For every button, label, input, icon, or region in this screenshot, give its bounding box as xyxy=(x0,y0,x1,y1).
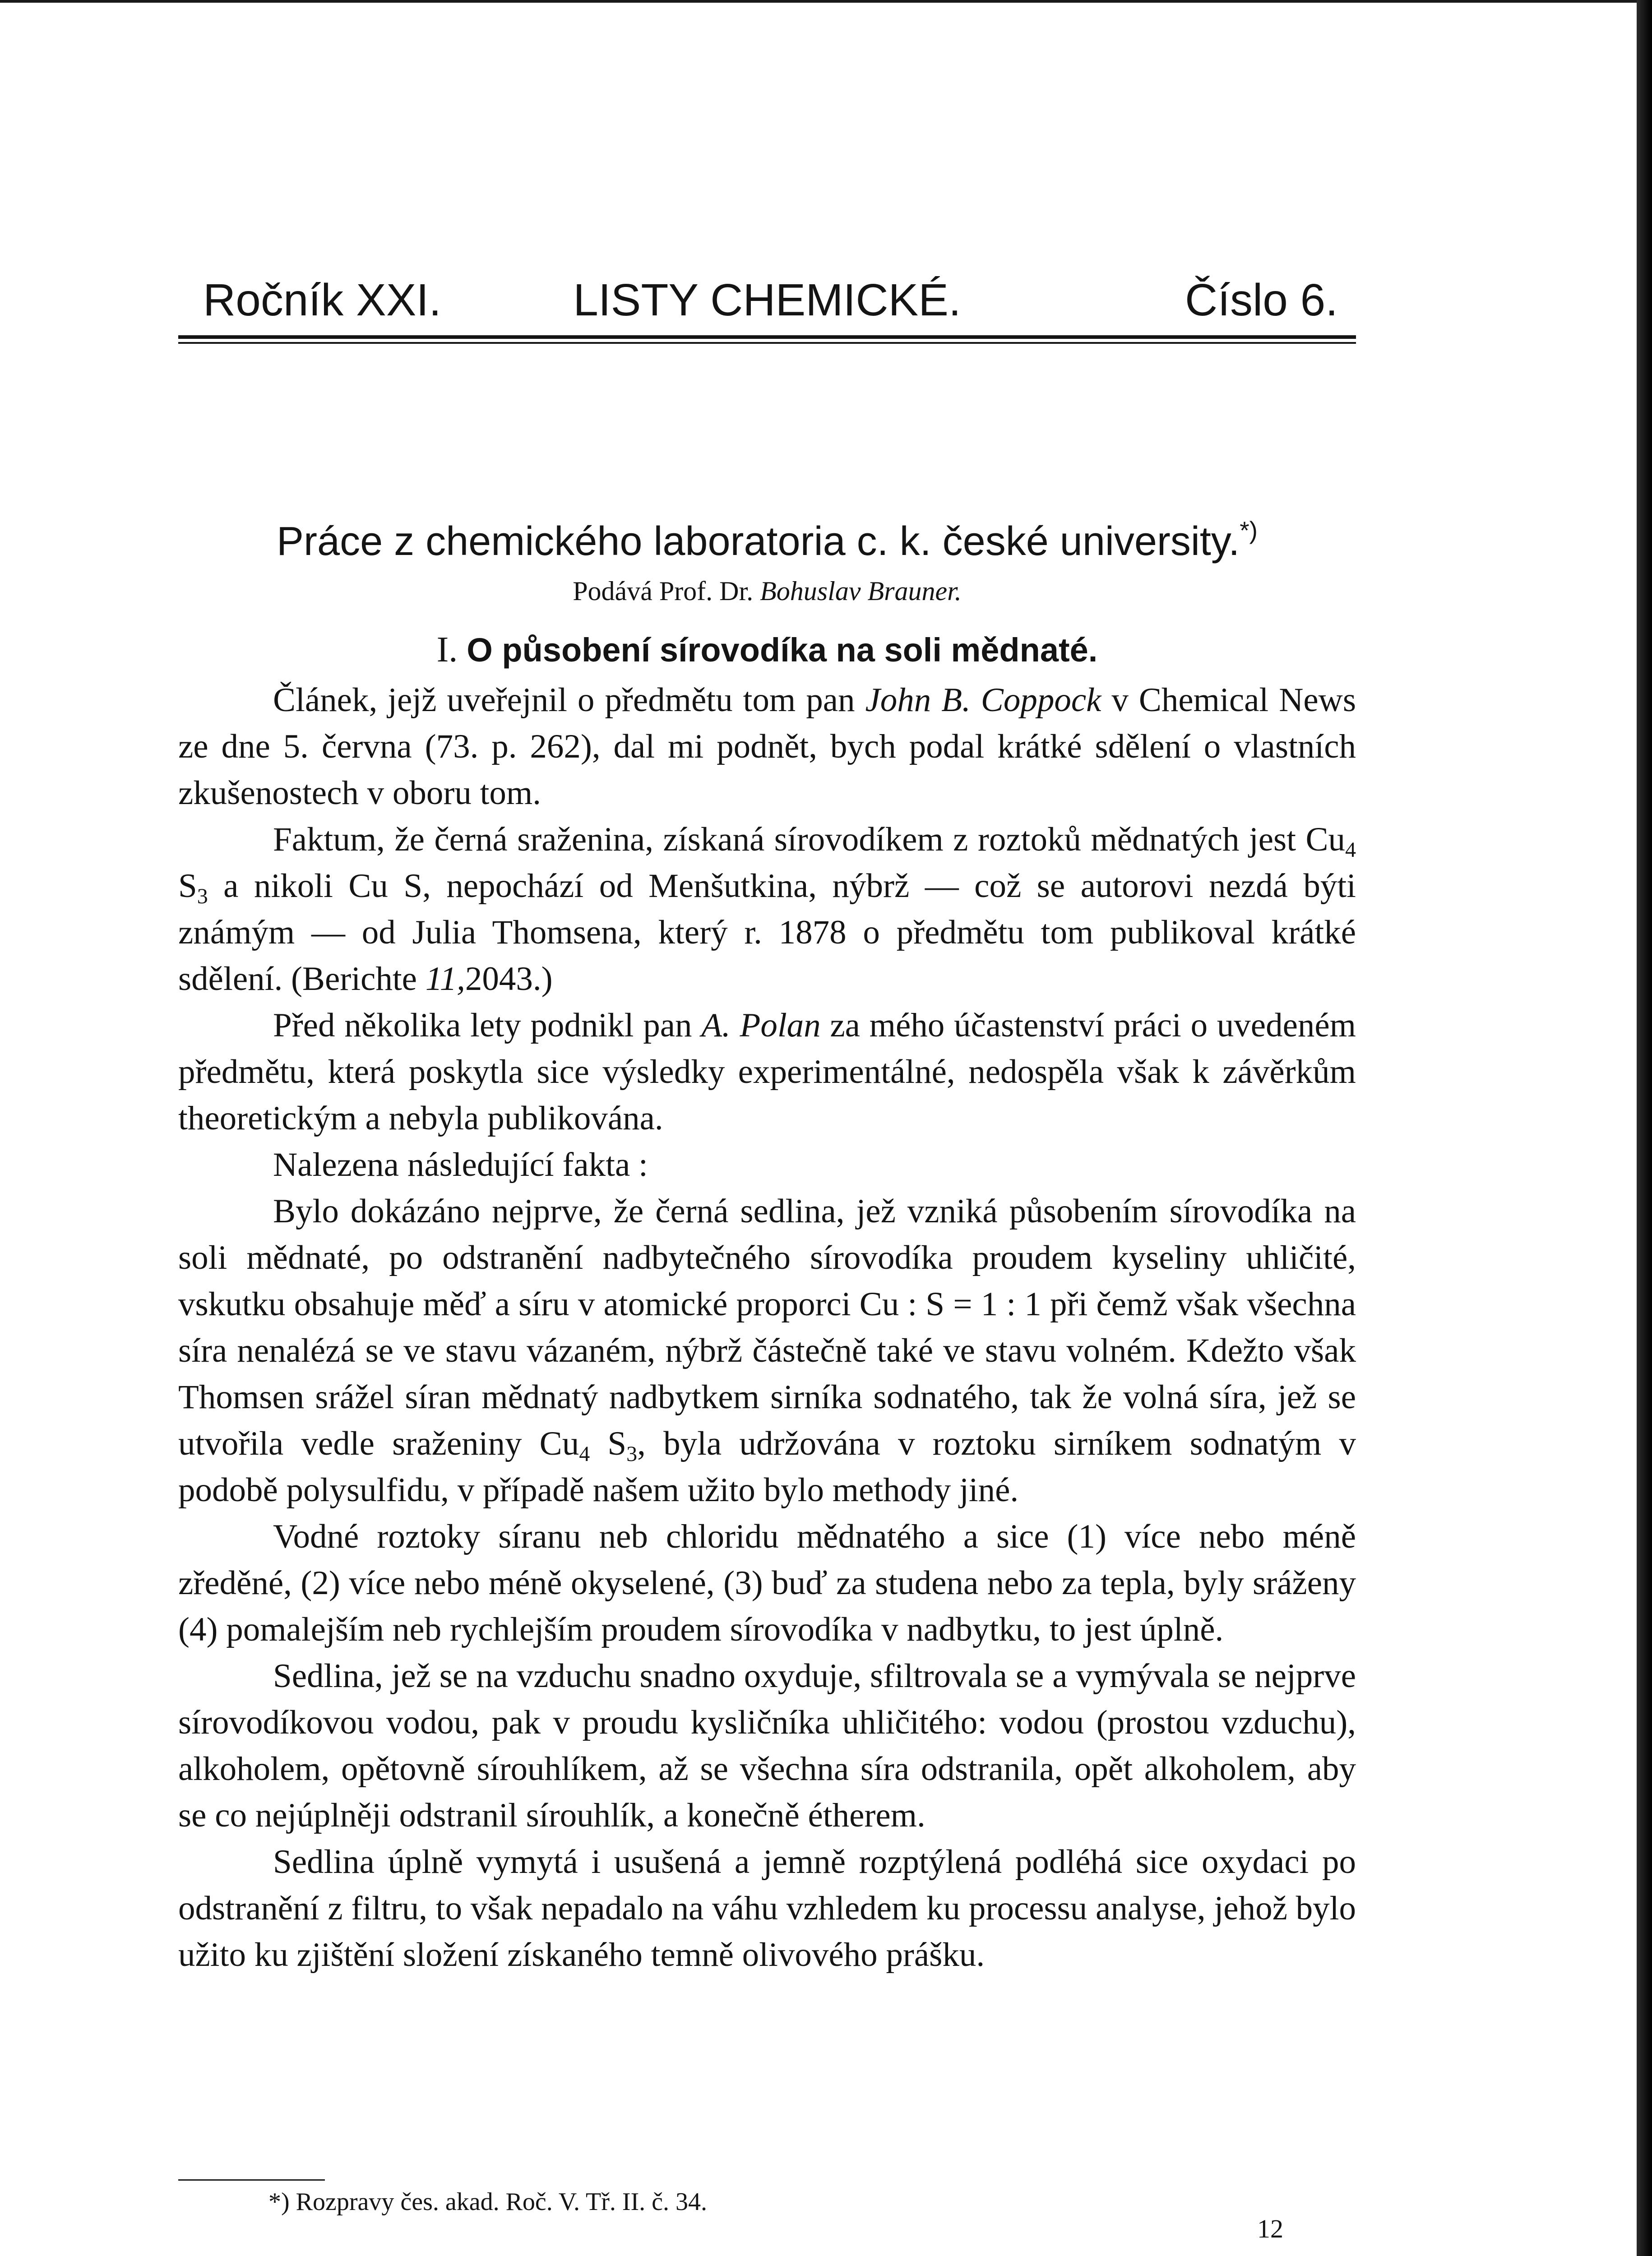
paragraph: Vodné roztoky síranu neb chloridu mědnatého a sice (1) více nebo méně zředěné, (2) více nebo méně okyselené, (3) buď za studena nebo za tepla, byly sráženy (4) pomalejším neb rychlejším proudem sírovodíka v nadbytku, to jest úplně. xyxy=(178,1518,1356,1648)
paragraph xyxy=(178,816,1356,1002)
paragraph-text: , byla udržována v roztoku sirníkem sodnatým v podobě polysulfidu, v případě našem užito bylo methody jiné. xyxy=(178,1425,1356,1509)
paragraph: Nalezena následující fakta : xyxy=(273,1146,648,1183)
formula-subscript: 4 xyxy=(1345,838,1356,862)
paragraph xyxy=(178,1188,1356,1513)
section-title: O působení sírovodíka na soli mědnaté. xyxy=(467,631,1098,669)
paragraph-text: S xyxy=(178,867,197,905)
paragraph xyxy=(178,1002,1356,1142)
author-name: Bohuslav Brauner. xyxy=(760,576,962,606)
header-rule-thick xyxy=(178,335,1356,339)
paragraph: Sedlina, jež se na vzduchu snadno oxyduje, sfiltrovala se a vymývala se nejprve sírovodíkovou vodou, pak v proudu kysličníka uhličitého: vodou (prostou vzduchu), alkoholem, opětovně sírouhlíkem, až se všechna síra odstranila, opět alkoholem, aby se co nejúplněji odstranil sírouhlík, a konečně étherem. xyxy=(178,1657,1356,1834)
paragraph-text: v Chemical News ze dne 5. června (73. p. 262), dal mi podnět, bych podal krátké sdělení o vlastních zkušenostech v oboru tom. xyxy=(178,681,1356,812)
paragraph-text: a nikoli Cu S, nepochází od Menšutkina, nýbrž — což se autorovi nezdá býti známým — od Julia Thomsena, který r. 1878 o předmětu tom publikoval krátké sdělení. (Berichte xyxy=(178,867,1356,998)
cited-person: A. Polan xyxy=(701,1007,821,1044)
scan-right-edge xyxy=(1637,0,1652,2256)
paragraph-text: Bylo dokázáno nejprve, že černá sedlina, jež vzniká působením sírovodíka na soli mědnaté, po odstranění nadbytečného sírovodíka proudem kyseliny uhličité, vskutku obsahuje měď a síru v atomické proporci Cu : S = 1 : 1 při čemž však všechna síra nenalézá se ve stavu vázaném, nýbrž částečně také ve stavu volném. Kdežto však Thomsen srážel síran mědnatý nadbytkem sirníka sodnatého, tak že volná síra, jež se utvořila vedle sraženiny Cu xyxy=(178,1193,1356,1462)
title-footnote-mark: *) xyxy=(1240,516,1258,544)
volume-number: 11, xyxy=(425,960,465,998)
article-title xyxy=(178,512,1356,571)
page-number: 12 xyxy=(1257,2214,1283,2243)
paragraph xyxy=(178,677,1356,816)
header-rule-thin xyxy=(178,342,1356,344)
paragraph: Sedlina úplně vymytá i usušená a jemně rozptýlená podléhá sice oxydaci po odstranění z filtru, to však nepadalo na váhu vzhledem ku processu analyse, jehož bylo užito ku zjištění složení získaného temně olivového prášku. xyxy=(178,1843,1356,1974)
paragraph-text: Faktum, že černá sraženina, získaná sírovodíkem z roztoků mědnatých jest Cu xyxy=(273,821,1345,858)
paragraph-text: Před několika lety podnikl pan xyxy=(273,1007,702,1044)
footnote: *) Rozpravy čes. akad. Roč. V. Tř. II. č. 34. xyxy=(268,2188,707,2216)
paragraph-text: 2043.) xyxy=(465,960,553,998)
footnote-rule xyxy=(178,2179,325,2181)
running-header xyxy=(178,271,1356,329)
section-number: I. xyxy=(436,630,458,670)
paragraph-text: S xyxy=(590,1425,627,1462)
paragraph-text: Článek, jejž uveřejnil o předmětu tom pan xyxy=(273,681,865,719)
header-issue: Číslo 6. xyxy=(1185,275,1338,325)
header-journal-title: LISTY CHEMICKÉ. xyxy=(573,275,961,325)
formula-subscript: 3 xyxy=(197,884,208,908)
article-title-text: Práce z chemického laboratoria c. k. české university. xyxy=(277,519,1240,564)
byline xyxy=(178,571,1356,611)
formula-subscript: 4 xyxy=(579,1442,590,1466)
formula-subscript: 3 xyxy=(626,1442,638,1466)
header-volume: Ročník XXI. xyxy=(203,275,441,325)
paragraph-text: za mého účastenství práci o uvedeném předmětu, která poskytla sice výsledky experimentálné, nedospěla však k závěrkům theoretickým a nebyla publikována. xyxy=(178,1007,1356,1137)
cited-author: John B. Coppock xyxy=(865,681,1101,719)
article-body xyxy=(178,677,1356,1978)
byline-prefix: Podává Prof. Dr. xyxy=(573,576,754,606)
section-heading xyxy=(178,625,1356,675)
